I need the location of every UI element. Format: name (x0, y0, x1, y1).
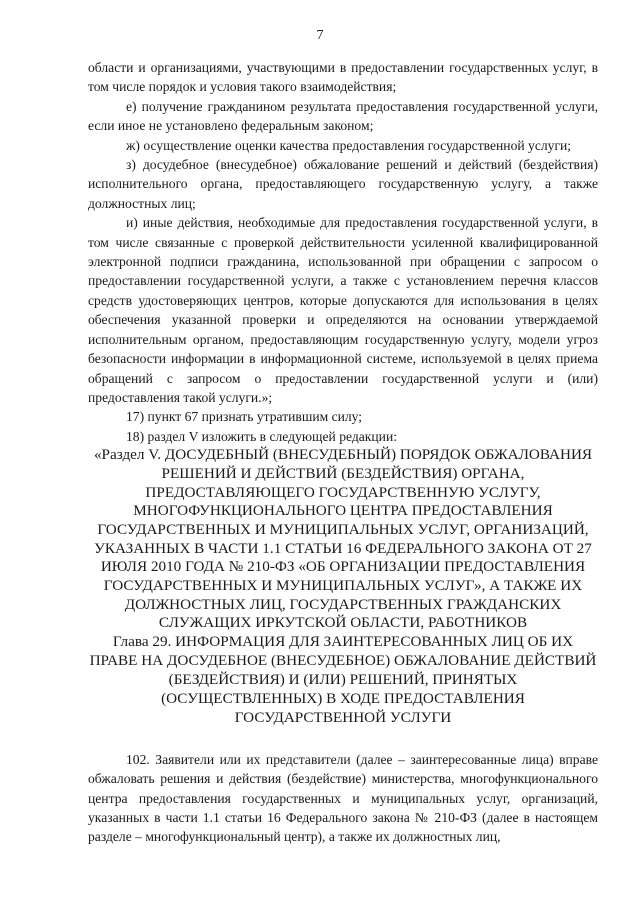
page-number: 7 (316, 28, 324, 43)
chapter-title: Глава 29. ИНФОРМАЦИЯ ДЛЯ ЗАИНТЕРЕСОВАННЫХ ЛИЦ ОБ ИХ ПРАВЕ НА ДОСУДЕБНОЕ (ВНЕСУДЕБНОЕ) ОБЖАЛОВАНИЕ ДЕЙСТВИЙ (БЕЗДЕЙСТВИЯ) И (ИЛИ) РЕШЕНИЙ, ПРИНЯТЫХ (ОСУЩЕСТВЛЕННЫХ) В ХОДЕ ПРЕДОСТАВЛЕНИЯ ГОСУДАРСТВЕННОЙ УСЛУГИ (89, 633, 597, 726)
paragraph-102: 102. Заявители или их представители (далее – заинтересованные лица) вправе обжаловать решения и действия (бездействие) министерства, многофункционального центра предоставления государственных и муниципальных услуг, организаций, указанных в части 1.1 статьи 16 Федерального закона № 210-ФЗ (далее в настоящем разделе – многофункциональный центр), а также их должностных лиц, (88, 751, 598, 845)
paragraph-item-17: 17) пункт 67 признать утратившим силу; (126, 409, 363, 425)
section-title: «Раздел V. ДОСУДЕБНЫЙ (ВНЕСУДЕБНЫЙ) ПОРЯДОК ОБЖАЛОВАНИЯ РЕШЕНИЙ И ДЕЙСТВИЙ (БЕЗДЕЙСТВИЯ) ОРГАНА, ПРЕДОСТАВЛЯЮЩЕГО ГОСУДАРСТВЕННУЮ УСЛУГУ, МНОГОФУНКЦИОНАЛЬНОГО ЦЕНТРА ПРЕДОСТАВЛЕНИЯ ГОСУДАРСТВЕННЫХ И МУНИЦИПАЛЬНЫХ УСЛУГ, ОРГАНИЗАЦИЙ, УКАЗАННЫХ В ЧАСТИ 1.1 СТАТЬИ 16 ФЕДЕРАЛЬНОГО ЗАКОНА ОТ 27 ИЮЛЯ 2010 ГОДА № 210-ФЗ «ОБ ОРГАНИЗАЦИИ ПРЕДОСТАВЛЕНИЯ ГОСУДАРСТВЕННЫХ И МУНИЦИПАЛЬНЫХ УСЛУГ», А ТАКЖЕ ИХ ДОЛЖНОСТНЫХ ЛИЦ, ГОСУДАРСТВЕННЫХ ГРАЖДАНСКИХ СЛУЖАЩИХ ИРКУТСКОЙ ОБЛАСТИ, РАБОТНИКОВ (93, 446, 593, 632)
paragraph-item-i: и) иные действия, необходимые для предоставления государственной услуги, в том числе связанные с проверкой действительности усиленной квалифицированной электронной подписи гражданина, использованной при обращении с запросом о предоставлении государственной услуги, а также с установлением перечня классов средств удостоверяющих центров, которые допускаются для использования в целях обеспечения указанной проверки и определяются на основании утверждаемой исполнительным органом, предоставляющим государственную услугу, модели угроз безопасности информации в информационной системе, используемой в целях приема обращений с запросом о предоставлении государственной услуги и (или) предоставления такой услуги.»; (88, 215, 598, 405)
paragraph-item-18: 18) раздел V изложить в следующей редакции: (126, 428, 398, 444)
paragraph-continuation: области и организациями, участвующими в предоставлении государственных услуг, в том числе порядок и условия такого взаимодействия; (88, 60, 598, 95)
paragraph-item-zh: ж) осуществление оценки качества предоставления государственной услуги; (126, 137, 572, 153)
document-body (88, 58, 598, 847)
paragraph-item-z: з) досудебное (внесудебное) обжалование решений и действий (бездействия) исполнительного органа, предоставляющего государственную услугу, а также должностных лиц; (88, 157, 598, 211)
paragraph-item-e: е) получение гражданином результата предоставления государственной услуги, если иное не установлено федеральным законом; (88, 98, 598, 134)
